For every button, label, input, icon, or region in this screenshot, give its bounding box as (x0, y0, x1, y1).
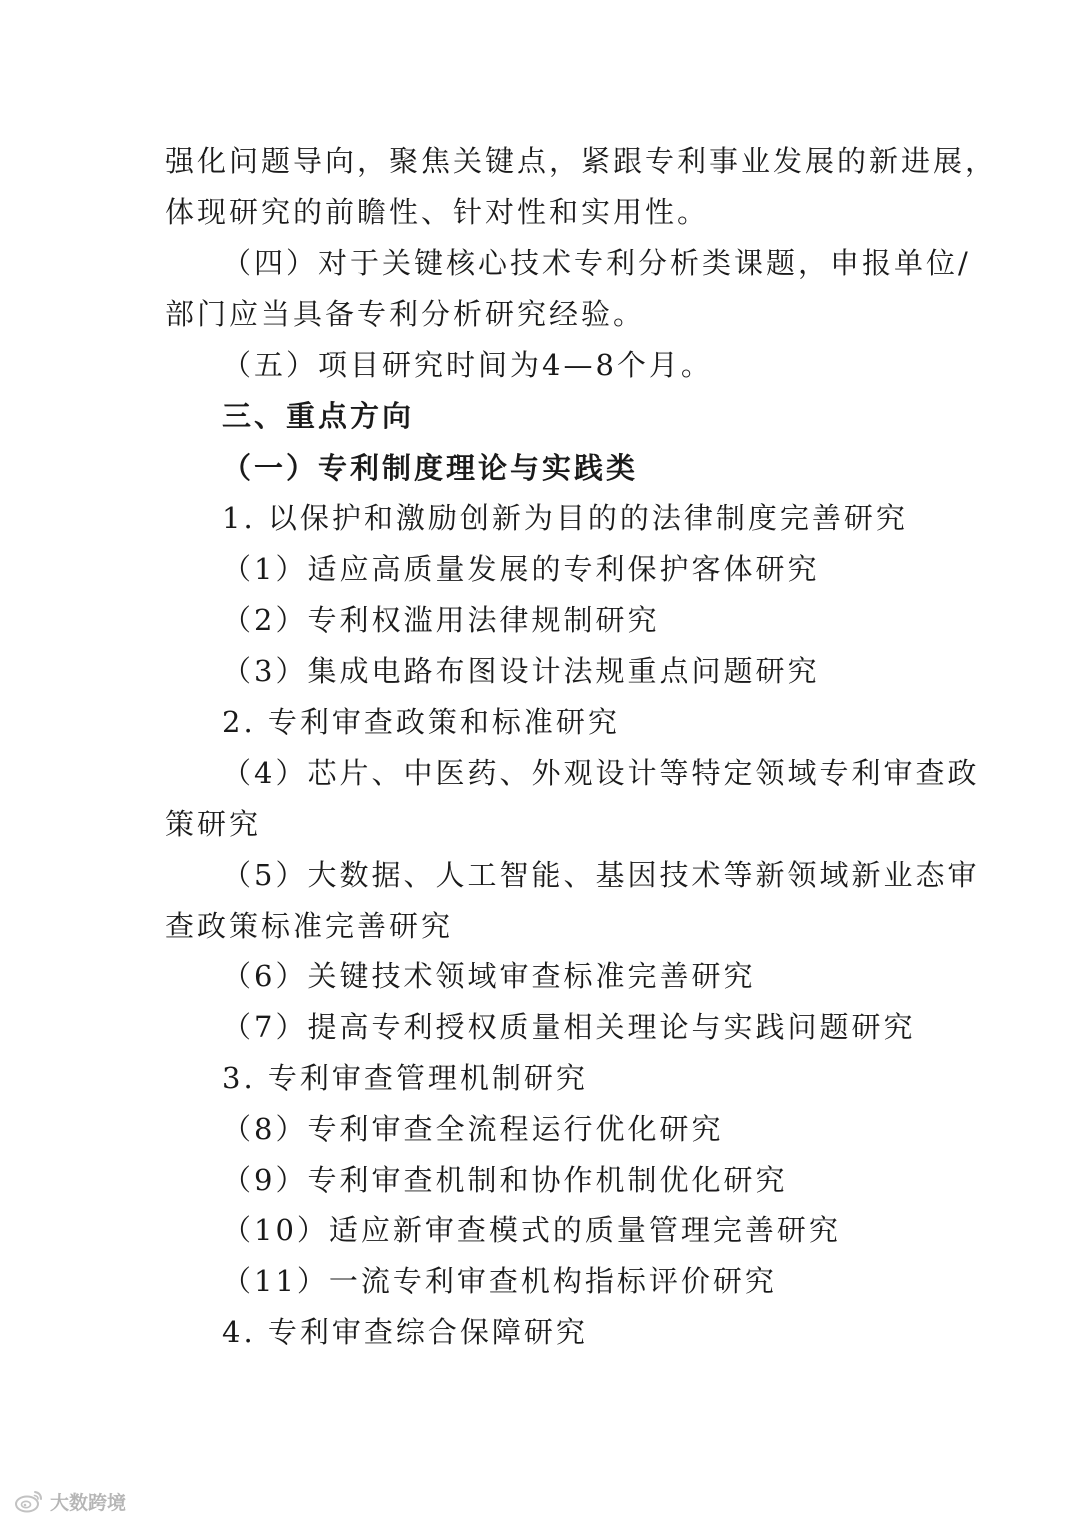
section-heading: 三、重点方向 (222, 399, 415, 433)
weibo-logo-icon (14, 1489, 44, 1513)
list-item-heading: 3. 专利审查管理机制研究 (222, 1061, 588, 1095)
list-item-heading: 2. 专利审查政策和标准研究 (222, 705, 620, 739)
list-item: （9）专利审查机制和协作机制优化研究 (222, 1163, 788, 1197)
body-paragraph-line: 部门应当具备专利分析研究经验。 (165, 297, 646, 331)
body-paragraph-line: 强化问题导向，聚焦关键点，紧跟专利事业发展的新进展， (165, 144, 998, 178)
list-item-heading: 1. 以保护和激励创新为目的的法律制度完善研究 (222, 501, 908, 535)
body-paragraph-line: 体现研究的前瞻性、针对性和实用性。 (165, 195, 710, 229)
body-paragraph-line: （五）项目研究时间为4—8个月。 (222, 348, 713, 382)
list-item: （7）提高专利授权质量相关理论与实践问题研究 (222, 1010, 916, 1044)
list-item: （11）一流专利审查机构指标评价研究 (222, 1264, 777, 1298)
list-item: （1）适应高质量发展的专利保护客体研究 (222, 552, 820, 586)
list-item-continuation: 查政策标准完善研究 (165, 909, 454, 943)
list-item: （3）集成电路布图设计法规重点问题研究 (222, 654, 820, 688)
list-item: （5）大数据、人工智能、基因技术等新领域新业态审 (222, 858, 980, 892)
watermark-text: 大数跨境 (50, 1491, 127, 1514)
body-paragraph-line: （四）对于关键核心技术专利分析类课题，申报单位/ (222, 246, 971, 280)
subsection-heading: （一）专利制度理论与实践类 (222, 451, 639, 485)
list-item-continuation: 策研究 (165, 807, 262, 841)
list-item: （8）专利审查全流程运行优化研究 (222, 1112, 724, 1146)
list-item: （4）芯片、中医药、外观设计等特定领域专利审查政 (222, 756, 980, 790)
list-item: （6）关键技术领域审查标准完善研究 (222, 959, 756, 993)
list-item: （2）专利权滥用法律规制研究 (222, 603, 660, 637)
list-item-heading: 4. 专利审查综合保障研究 (222, 1315, 588, 1349)
list-item: （10）适应新审查模式的质量管理完善研究 (222, 1213, 841, 1247)
watermark (14, 1486, 126, 1516)
